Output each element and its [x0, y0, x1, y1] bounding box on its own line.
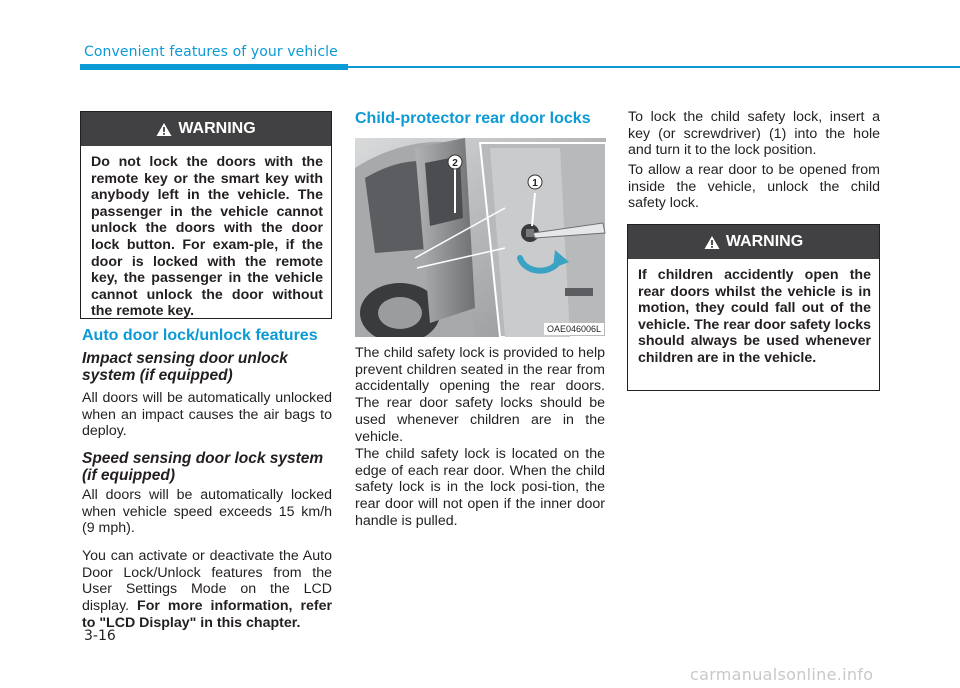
warning-triangle-icon: [704, 235, 720, 250]
child-lock-figure: [355, 138, 606, 337]
door-illustration: [355, 138, 606, 337]
activate-text: You can activate or deactivate the Auto Door Lock/Unlock features from the User Settings Mode on the LCD display.: [82, 548, 332, 615]
warning-text: If children accidently open the rear doors whilst the vehicle is in motion, they could fall out of the vehicle. The rear door safety locks should always be used whenever children are in the vehicle.: [638, 267, 871, 366]
section-title-child-lock: Child-protector rear door locks: [355, 110, 591, 127]
warning-triangle-icon: [156, 122, 172, 137]
warning-label: WARNING: [178, 120, 256, 137]
paragraph-child-lock-purpose: The child safety lock is provided to help prevent children seated in the rear from accidentally opening the rear doors. The rear door safety locks should be used whenever children are in the vehicle.: [355, 345, 605, 445]
header-rule: [348, 66, 960, 68]
watermark: carmanualsonline.info: [690, 665, 874, 684]
figure-code: OAE046006L: [544, 323, 604, 335]
callout-2: 2: [452, 158, 458, 169]
warning-header: [628, 225, 879, 259]
paragraph-unlock-instructions: To allow a rear door to be opened from inside the vehicle, unlock the child safety lock.: [628, 162, 880, 212]
warning-label: WARNING: [725, 233, 804, 250]
callout-1: 1: [532, 178, 538, 189]
header-accent-bar: [80, 64, 348, 70]
paragraph-child-lock-location: The child safety lock is located on the edge of each rear door. When the child safety lock is in the lock posi-tion, the rear door will not open if the inner door handle is pulled.: [355, 446, 605, 529]
section-header-title: Convenient features of your vehicle: [84, 44, 338, 60]
subsection-title-impact: Impact sensing door unlock system (if equipped): [82, 350, 288, 384]
warning-header: [81, 112, 331, 146]
paragraph-impact: All doors will be automatically unlocked when an impact causes the air bags to deploy.: [82, 390, 332, 440]
page-number: 3-16: [84, 628, 116, 644]
activate-reference: For more information, refer to "LCD Display" in this chapter.: [82, 598, 332, 631]
warning-box-left: [80, 111, 332, 319]
warning-box-right: [627, 224, 880, 391]
paragraph-lock-instructions: To lock the child safety lock, insert a key (or screwdriver) (1) into the hole and turn it to the lock position.: [628, 109, 880, 159]
paragraph-activate: [82, 548, 332, 632]
warning-text: Do not lock the doors with the remote key or the smart key with anybody left in the vehicle. The passenger in the vehicle cannot unlock the doors with the door lock button. For exam-ple, if the door is locked with the remote key, the passenger in the vehicle cannot unlock the door without the remote key.: [91, 154, 323, 320]
section-title-auto-lock: Auto door lock/unlock features: [82, 327, 318, 344]
subsection-title-speed: Speed sensing door lock system (if equipped): [82, 450, 324, 484]
paragraph-speed: All doors will be automatically locked when vehicle speed exceeds 15 km/h (9 mph).: [82, 487, 332, 537]
